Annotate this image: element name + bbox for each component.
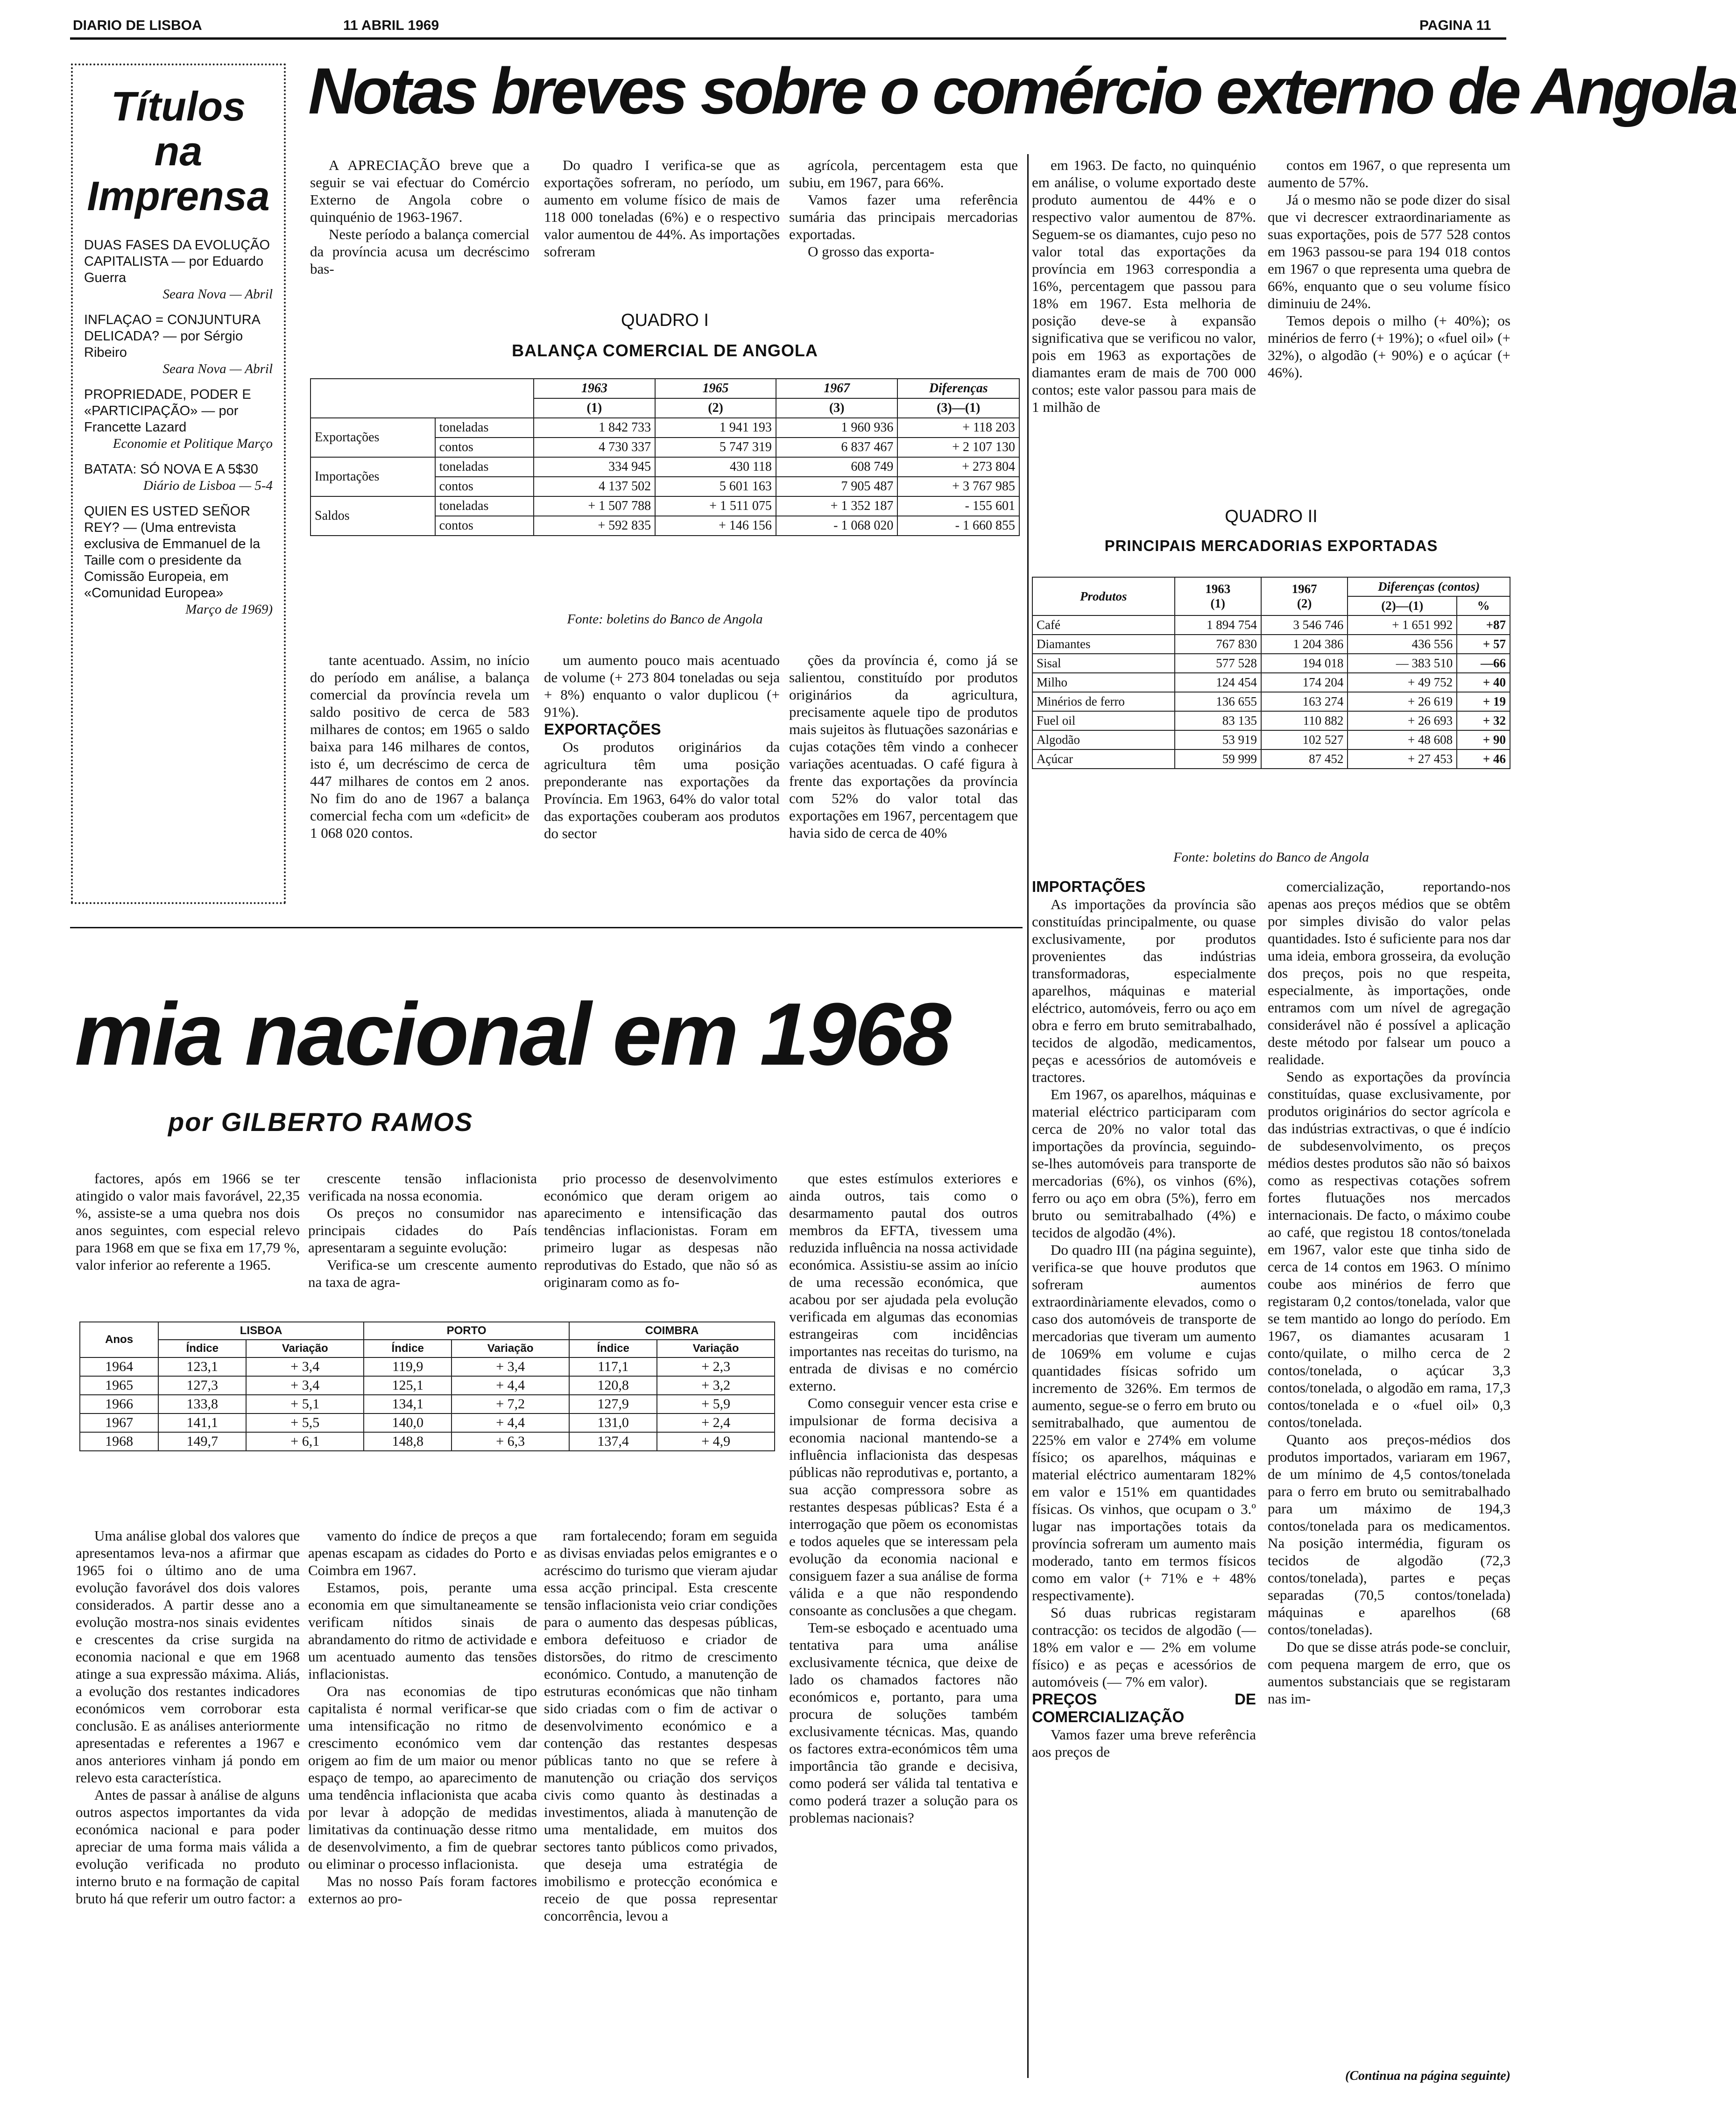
quadro1-cell: 1 941 193 [655,418,776,438]
quadro1-cell: + 273 804 [897,457,1019,477]
quadro2-cell: + 49 752 [1348,673,1457,692]
quadro2-cell: 83 135 [1175,711,1261,730]
quadro2-dif-abs: (2)—(1) [1348,596,1457,615]
quadro1-col-header: 1967 [776,379,898,398]
quadro2-row [1032,654,1510,673]
prices-cell: 149,7 [158,1432,246,1451]
quadro2-1963-label: 1963 [1205,582,1231,596]
ramos-c4-paragraph-1: Como conseguir vencer esta crise e impulsionar de forma decisiva a economia nacional mantendo-se a influência inflacionista das despesas públicas não reprodutivas e, portanto, a sua acção compressora sobre as restantes despesas públicas? Esta é a interrogação que põem os economistas e todos aqueles que se interessam pela evolução da economia nacional e consiguem fazer a sua análise de forma válida e a que não respondendo consoante as conclusões a que chegam. [789,1395,1018,1618]
quadro2-cell: + 19 [1457,692,1510,711]
quadro1-cell: + 2 107 130 [897,438,1019,457]
quadro2-row [1032,692,1510,711]
angola-col5-paragraph-0: contos em 1967, o que representa um aumento de 57%. [1268,157,1510,191]
quadro1-cell: 334 945 [534,457,656,477]
quadro1-cell: + 592 835 [534,516,656,536]
quadro1-unit: contos [435,477,534,496]
quadro2-source: Fonte: boletins do Banco de Angola [1173,850,1369,865]
quadro2-cell: — 383 510 [1348,654,1457,673]
quadro1-unit: contos [435,516,534,536]
prices-cell: 125,1 [364,1376,452,1395]
prices-subheader-row [80,1340,775,1357]
prices-cell: + 2,4 [657,1413,775,1432]
angola-col2 [544,156,780,306]
ramos-b2-paragraph-2: Ora nas economias de tipo capitalista é normal verificar-se que uma intensificação no ritmo de crescimento económico vem dar origem ao fim de um maior ou menor espaço de tempo, ao aparecimento de uma tendência inflacionista que acaba por levar à adopção de medidas limitativas da continuação desse ritmo de desenvolvimento, a fim de quebrar ou eliminar o processo inflacionista. [308,1683,537,1872]
quadro1-col-sub: (3)—(1) [897,398,1019,418]
quadro2-row [1032,711,1510,730]
angola-headline: Notas breves sobre o comércio externo de Angola [308,54,1736,127]
prices-cell: + 2,3 [657,1357,775,1376]
quadro1-cell: 1 960 936 [776,418,898,438]
ramos-b1 [76,1527,300,2078]
sidebar-item-text: PROPRIEDADE, PODER E «PARTICIPAÇÃO» — por Francette Lazard [84,387,251,435]
quadro1-number: QUADRO I [621,311,709,330]
prices-row [80,1432,775,1451]
quadro2-cell: + 1 651 992 [1348,615,1457,635]
angola-col2-paragraph-0: Do quadro I verifica-se que as exportações sofreram, no período, um aumento em volume físico de mais de 118 000 toneladas (6%) e o respectivo valor aumentou de 44%. As importações sofreram [544,157,780,260]
ramos-b2-paragraph-1: Estamos, pois, perante uma economia em que simultaneamente se verificam nítidos sinais de abrandamento do ritmo de actividade e um acentuado aumento das tensões inflacionistas. [308,1579,537,1682]
quadro2-cell: 163 274 [1261,692,1348,711]
quadro2-cell: 124 454 [1175,673,1261,692]
sidebar-item-text: QUIEN ES USTED SEÑOR REY? — (Uma entrevista exclusiva de Emmanuel de la Taille com o presidente da Comissão Europeia, em «Comunidad Europea» [84,504,261,601]
quadro1-header-row [311,379,1019,398]
quadro1-cell: 430 118 [655,457,776,477]
angola-col4b-paragraph-2: Do quadro III (na página seguinte), verifica-se que houve produtos que sofreram aumentos extraordinàriamente elevados, como o caso dos automóveis de transporte de mercadorias que tiveram um aumento de 1069% em volume e cujas quantidades físicas sofrido um incremento de 326%. Em termos de aumento, segue-se o ferro em bruto ou semitrabalhado, que aumentou de 225% em valor e 274% em volume físico; os aparelhos, máquinas e material eléctrico aumentaram 182% em valor e 151% em quantidades físicas. Os vinhos, que ocupam o 3.º lugar nas importações totais da província sofreram um aumento mais moderado, tanto em termos físicos como em valor (+ 71% e + 48% respectivamente). [1032,1242,1256,1604]
quadro2-cell: 577 528 [1175,654,1261,673]
prices-cell: + 3,4 [246,1376,364,1395]
quadro2-cell: 174 204 [1261,673,1348,692]
angola-col1b [310,651,529,913]
ramos-c1-paragraph-0: factores, após em 1966 se ter atingido o valor mais favorável, 22,35 %, assiste-se a uma quebra nos dois anos seguintes, com especial relevo para 1968 em que se fixa em 17,79 %, valor inferior ao referente a 1965. [76,1170,300,1273]
angola-col2b-after-0: Os produtos originários da agricultura têm uma posição preponderante nas exportações da Província. Em 1963, 64% do valor total das exportações couberam aos produtos do sector [544,739,780,841]
prices-cell: 117,1 [569,1357,657,1376]
ramos-byline: por GILBERTO RAMOS [168,1107,473,1137]
prices-cell: + 6,1 [246,1432,364,1451]
prices-cell: 133,8 [158,1395,246,1413]
quadro2-cell: + 26 693 [1348,711,1457,730]
prices-cell: 148,8 [364,1432,452,1451]
ramos-c2-paragraph-2: Verifica-se um crescente aumento na taxa de agra- [308,1257,537,1290]
quadro2-cell: —66 [1457,654,1510,673]
quadro1-cell: 5 601 163 [655,477,776,496]
prices-cell: 134,1 [364,1395,452,1413]
prices-table [79,1322,775,1451]
prices-sub-header: Variação [657,1340,775,1357]
prices-row [80,1376,775,1395]
quadro2-cell: Algodão [1032,730,1175,749]
quadro1-cell: 7 905 487 [776,477,898,496]
angola-col5-paragraph-1: Já o mesmo não se pode dizer do sisal que vi decrescer extraordinariamente as suas exportações, pois de 577 528 contos em 1963 passou-se para 194 018 contos em 1967 o que representa uma quebra de 66%, enquanto que o seu volume físico diminuiu de 24%. [1268,191,1510,311]
ramos-b2 [308,1527,537,2078]
angola-col1-paragraph-1: Neste período a balança comercial da província acusa um decréscimo bas- [310,226,529,277]
angola-col2b [544,651,780,913]
quadro1-group-label: Saldos [311,496,435,536]
angola-col5b-paragraph-1: Sendo as exportações da província constituídas, quase exclusivamente, por produtos originários do sector agrícola e das indústrias extractivas, o que é indício de subdesenvolvimento, os preços médios destes produtos são não só baixos como as respectivas cotações sofrem fortes flutuações nos mercados internacionais. De facto, o máximo coube ao café, que registou 18 contos/tonelada em 1967, valor este que tinha sido de cerca de 14 contos em 1963. O mínimo coube aos minérios de ferro que registaram 0,2 contos/tonelada, valor que se tem mantido ao longo do período. Em 1967, os diamantes acusaram 1 conto/quilate, o milho cerca de 2 contos/tonelada, o açúcar 3,3 contos/tonelada, o algodão em rama, 17,3 contos/tonelada e o «fuel oil» 0,3 contos/tonelada. [1268,1068,1510,1430]
angola-col3-paragraph-1: Vamos fazer uma referência sumária das principais mercadorias exportadas. [789,191,1018,242]
angola-col5b-paragraph-2: Quanto aos preços-médios dos produtos importados, variaram em 1967, de um mínimo de 4,5 contos/tonelada para o ferro em bruto ou semitrabalhado para um máximo de 194,3 contos/tonelada para os medicamentos. Na posição intermédia, figuram os tecidos de algodão (72,3 contos/tonelada), partes e peças separadas (70,5 contos/tonelada) máquinas e aparelhos (68 contos/toneladas). [1268,1431,1510,1638]
quadro1-corner [311,379,534,418]
quadro1-row [311,496,1019,516]
sidebar-item-source: Seara Nova — Abril [162,287,273,302]
quadro1-unit: contos [435,438,534,457]
quadro2-cell: Açúcar [1032,749,1175,769]
quadro1-source: Fonte: boletins do Banco de Angola [567,612,763,627]
angola-col4b [1032,878,1256,2064]
prices-sub-header: Índice [569,1340,657,1357]
angola-col4b-paragraph-0: As importações da província são constituídas principalmente, ou quase exclusivamente, por produtos provenientes das indústrias transformadoras, especialmente aparelhos, máquinas e material eléctrico, automóveis, ferro ou aço em obra e ferro em bruto semitrabalhado, tecidos de algodão, medicamentos, peças e acessórios de automóveis e tractores. [1032,896,1256,1085]
angola-col5b [1268,878,1510,2064]
prices-sub-header: Índice [364,1340,452,1357]
angola-col1-paragraph-0: A APRECIAÇÃO breve que a seguir se vai efectuar do Comércio Externo de Angola cobre o quinquénio de 1963-1967. [310,157,529,225]
quadro1-col-header: Diferenças [897,379,1019,398]
quadro2-cell: 436 556 [1348,635,1457,654]
quadro2-1963-header [1175,577,1261,615]
sidebar-box [71,64,286,904]
sidebar-title: Títulos na Imprensa [87,83,270,219]
quadro2-cell: 53 919 [1175,730,1261,749]
issue-date: 11 ABRIL 1969 [343,18,439,33]
quadro2-cell: Fuel oil [1032,711,1175,730]
quadro1-unit: toneladas [435,457,534,477]
quadro1-col-header: 1965 [655,379,776,398]
angola-col5b-paragraph-0: comercialização, reportando-nos apenas aos preços médios que se obtêm por simples divisão do valor pelas quantidades. Isto é suficiente para nos dar uma ideia, embora grosseira, da evolução dos preços, pois no que respeita, especialmente, às importações, onde entramos com um nível de agregação considerável não é possível a aplicação deste método por falsear um pouco a realidade. [1268,878,1510,1067]
prices-cell: + 3,4 [452,1357,569,1376]
angola-col4b-paragraph-3: Só duas rubricas registaram contracção: os tecidos de algodão (— 18% em valor e — 2% em volume físico) e as peças e acessórios de automóveis (— 7% em valor). [1032,1604,1256,1690]
prices-cell: + 5,1 [246,1395,364,1413]
quadro1-group-label: Exportações [311,418,435,457]
angola-col1 [310,156,529,306]
quadro1-cell: 6 837 467 [776,438,898,457]
quadro2-dif-header: Diferenças (contos) [1348,577,1510,596]
sidebar-item [84,312,273,377]
quadro1-cell: + 1 352 187 [776,496,898,516]
quadro2-cell: + 32 [1457,711,1510,730]
quadro1-col-header: 1963 [534,379,656,398]
angola-col3b [789,651,1018,913]
quadro2-cell: 1 894 754 [1175,615,1261,635]
ramos-c2-paragraph-1: Os preços no consumidor nas principais cidades do País apresentaram a seguinte evolução: [308,1205,537,1256]
quadro1-unit: toneladas [435,418,534,438]
quadro1-row [311,457,1019,477]
quadro1-group-label: Importações [311,457,435,496]
quadro2-cell: + 48 608 [1348,730,1457,749]
quadro1-cell: 4 137 502 [534,477,656,496]
exportacoes-subhead: EXPORTAÇÕES [544,721,661,738]
prices-cell: 137,4 [569,1432,657,1451]
quadro2-dif-pct: % [1457,596,1510,615]
page-number: PAGINA 11 [1419,18,1491,33]
ramos-b3-paragraph-0: ram fortalecendo; foram em seguida as divisas enviadas pelos emigrantes e o acréscimo do turismo que vieram ajudar essa acção principal. Esta crescente tensão inflacionista veio criar condições para o aumento das despesas públicas, embora defeituoso e criador de distorsões, do ritmo de crescimento económico. Contudo, a manutenção de estruturas económicas que não tinham sido criadas com o fim de activar o desenvolvimento económico e a contenção das restantes despesas públicas tanto no que se refere à manutenção ou criação dos serviços civis como quanto às destinadas a investimentos, aliada à manutenção de uma mentalidade, em muitos dos sectores tanto públicos como privados, que deseja uma estratégia de imobilismo e protecção económica e receio de que possa representar concorrência, levou a [544,1527,777,1924]
prices-cell: + 5,5 [246,1413,364,1432]
quadro2-cell: + 40 [1457,673,1510,692]
column-rule [1027,154,1029,892]
quadro1-unit: toneladas [435,496,534,516]
angola-col1b-paragraph-0: tante acentuado. Assim, no início do período em análise, a balança comercial da província revela um saldo positivo de cerca de 583 milhares de contos; em 1965 o saldo baixa para 146 milhares de contos, isto é, um decréscimo de cerca de 447 milhares de contos em 2 anos. No fim do ano de 1967 a balança comercial fecha com um «deficit» de 1 068 020 contos. [310,652,529,841]
quadro2-cell: 102 527 [1261,730,1348,749]
quadro2-cell: +87 [1457,615,1510,635]
prices-header-row [80,1322,775,1340]
quadro2-cell: + 27 453 [1348,749,1457,769]
angola-col3b-paragraph-0: ções da província é, como já se salientou, constituído por produtos originários da agricultura, precisamente aquele tipo de produtos mais sujeitos às flutuações sazonárias e cujas cotações têm vindo a conhecer variações acentuadas. O café figura à frente das exportações da província com 52% do valor total das exportações em 1967, percentagem que havia sido de cerca de 40% [789,652,1018,841]
prices-cell: 1966 [80,1395,158,1413]
quadro1-cell: 4 730 337 [534,438,656,457]
prices-cell: 1967 [80,1413,158,1432]
quadro2-cell: 87 452 [1261,749,1348,769]
quadro1-cell: 5 747 319 [655,438,776,457]
prices-row [80,1413,775,1432]
prices-city-header: COIMBRA [569,1322,775,1340]
quadro1-cell: + 3 767 985 [897,477,1019,496]
quadro1-cell: + 118 203 [897,418,1019,438]
ramos-c3 [544,1170,777,1310]
quadro1-col-sub: (3) [776,398,898,418]
quadro1-row [311,418,1019,438]
quadro2-1967-label: 1967 [1291,582,1317,596]
quadro2-row [1032,730,1510,749]
prices-cell: 119,9 [364,1357,452,1376]
prices-cell: 120,8 [569,1376,657,1395]
quadro2-cell: 59 999 [1175,749,1261,769]
angola-col3-paragraph-2: O grosso das exporta- [808,243,935,260]
sidebar-item-source: Diário de Lisboa — 5-4 [143,478,273,493]
quadro1-cell: 608 749 [776,457,898,477]
prices-cell: + 7,2 [452,1395,569,1413]
sidebar-item [84,387,273,452]
prices-cell: 1965 [80,1376,158,1395]
header-rule [70,37,1506,40]
quadro2-row [1032,635,1510,654]
angola-col2b-paragraph-0: um aumento pouco mais acentuado de volume (+ 273 804 toneladas ou seja + 8%) enquanto o valor duplicou (+ 91%). [544,652,780,720]
ramos-c4-paragraph-2: Tem-se esboçado e acentuado uma tentativa para uma análise exclusivamente técnica, que deixe de lado os chamados factores não económicos e, portanto, para uma procura de soluções também exclusivamente técnicas. Mas, quando os factores extra-económicos têm uma importância tão grande e decisiva, como poderá ser válida tal tentativa e como poderá trazer a solução para os problemas nacionais? [789,1619,1018,1826]
angola-col5 [1268,156,1510,502]
quadro2-cell: Café [1032,615,1175,635]
prices-row [80,1395,775,1413]
sidebar-item-source: Seara Nova — Abril [162,361,273,376]
angola-col4-paragraph-0: em 1963. De facto, no quinquénio em análise, o volume exportado deste produto aumentou de 44% e o respectivo valor aumentou de 87%. Seguem-se os diamantes, cujo peso no valor total das exportações da província em 1963 correspondia a 16%, percentagem que passou para 18% em 1967. Esta melhoria de posição deve-se à expansão significativa que se verificou no valor, pois em 1963 as exportações de diamantes eram de mais de 700 000 contos; este valor passou para mais de 1 milhão de [1032,157,1256,415]
quadro2-header-row [1032,577,1510,596]
quadro1-table [310,378,1020,536]
quadro2-cell: Minérios de ferro [1032,692,1175,711]
quadro2-number: QUADRO II [1225,507,1318,526]
prices-cell: + 4,4 [452,1376,569,1395]
prices-cell: 131,0 [569,1413,657,1432]
quadro2-cell: + 46 [1457,749,1510,769]
ramos-b2-paragraph-3: Mas no nosso País foram factores externos ao pro- [308,1873,537,1907]
prices-cell: 127,9 [569,1395,657,1413]
sidebar-items [84,237,273,618]
quadro1-cell: - 1 068 020 [776,516,898,536]
quadro2-1967-sub: (2) [1297,596,1312,610]
ramos-c2-paragraph-0: crescente tensão inflacionista verificada na nossa economia. [308,1170,537,1204]
ramos-headline: mia nacional em 1968 [75,985,950,1084]
ramos-b1-paragraph-0: Uma análise global dos valores que apresentamos leva-nos a afirmar que 1965 foi o último ano de uma evolução favorável dos dois valores considerados. A partir desse ano a evolução mostra-nos sinais evidentes e crescentes da crise surgida na economia nacional e que em 1968 atinge a sua expressão máxima. Aliás, a evolução dos restantes indicadores económicos vem corroborar esta conclusão. E as análises anteriormente apresentadas e referentes a 1967 e anos anteriores vinham já pondo em relevo esta característica. [76,1527,300,1786]
angola-col5b-paragraph-3: Do que se disse atrás pode-se concluir, com pequena margem de erro, que os aumentos substanciais que se registaram nas im- [1268,1639,1510,1707]
quadro2-cell: Milho [1032,673,1175,692]
quadro2-cell: 767 830 [1175,635,1261,654]
ramos-b1-paragraph-1: Antes de passar à análise de alguns outros aspectos importantes da vida económica nacional e para poder apreciar de uma forma mais válida a evolução verificada no produto interno bruto e na formação de capital bruto há que referir um outro factor: a [76,1787,300,1907]
quadro1-cell: + 1 511 075 [655,496,776,516]
quadro2-cell: + 26 619 [1348,692,1457,711]
quadro2-cell: + 57 [1457,635,1510,654]
quadro2-row [1032,749,1510,769]
prices-sub-header: Índice [158,1340,246,1357]
prices-row [80,1357,775,1376]
newspaper-name: DIARIO DE LISBOA [73,18,202,33]
angola-col4c-paragraph-0: Vamos fazer uma breve referência aos preços de [1032,1726,1256,1760]
sidebar-item [84,237,273,303]
quadro2-cell: 136 655 [1175,692,1261,711]
quadro2-cell: 194 018 [1261,654,1348,673]
sidebar-item-text: INFLAÇAO = CONJUNTURA DELICADA? — por Sérgio Ribeiro [84,312,260,360]
quadro2-title: PRINCIPAIS MERCADORIAS EXPORTADAS [1104,537,1438,554]
angola-col3-paragraph-0: agrícola, percentagem esta que subiu, em 1967, para 66%. [789,157,1018,191]
prices-city-header: PORTO [364,1322,569,1340]
quadro2-table [1032,577,1510,769]
prices-cell: + 5,9 [657,1395,775,1413]
prices-cell: 140,0 [364,1413,452,1432]
sidebar-item-text: BATATA: SÓ NOVA E A 5$30 [84,462,258,477]
quadro2-cell: Sisal [1032,654,1175,673]
quadro1-cell: - 1 660 855 [897,516,1019,536]
sidebar-item-source: Economie et Politique Março [113,436,273,451]
prices-sub-header: Variação [246,1340,364,1357]
importacoes-subhead: IMPORTAÇÕES [1032,878,1146,895]
sidebar-item [84,461,273,494]
section-rule [70,927,1023,928]
angola-col4 [1032,156,1256,502]
prices-cell: 1964 [80,1357,158,1376]
quadro1-title: BALANÇA COMERCIAL DE ANGOLA [512,341,818,360]
quadro1-col-sub: (1) [534,398,656,418]
prices-cell: + 4,4 [452,1413,569,1432]
sidebar-item-source: Março de 1969) [185,602,273,617]
continued-note: (Continua na página seguinte) [1345,2069,1510,2083]
prices-cell: 123,1 [158,1357,246,1376]
ramos-c4 [789,1170,1018,2076]
quadro2-cell: Diamantes [1032,635,1175,654]
ramos-c3-paragraph-0: prio processo de desenvolvimento económico que deram origem ao aparecimento e intensificação das tendências inflacionistas. Foram em primeiro lugar as despesas não reprodutivas do Estado, que não só as originaram como as fo- [544,1170,777,1290]
ramos-b2-paragraph-0: vamento do índice de preços a que apenas escapam as cidades do Porto e Coimbra em 1967. [308,1527,537,1578]
quadro2-row [1032,615,1510,635]
quadro2-cell: + 90 [1457,730,1510,749]
quadro2-cell: 3 546 746 [1261,615,1348,635]
quadro2-cell: 1 204 386 [1261,635,1348,654]
quadro1-cell: 1 842 733 [534,418,656,438]
sidebar-item-text: DUAS FASES DA EVOLUÇÃO CAPITALISTA — por Eduardo Guerra [84,238,270,285]
quadro2-products-header: Produtos [1032,577,1175,615]
prices-years-header: Anos [80,1322,158,1357]
angola-col5-paragraph-2: Temos depois o milho (+ 40%); os minérios de ferro (+ 19%); o «fuel oil» (+ 32%), o algodão (+ 90%) e o açúcar (+ 46%). [1268,312,1510,381]
quadro1-cell: - 155 601 [897,496,1019,516]
quadro2-cell: 110 882 [1261,711,1348,730]
prices-sub-header: Variação [452,1340,569,1357]
prices-cell: + 3,4 [246,1357,364,1376]
column-rule-lower [1027,873,1029,2078]
quadro1-col-sub: (2) [655,398,776,418]
prices-cell: 1968 [80,1432,158,1451]
quadro2-1963-sub: (1) [1210,596,1225,610]
prices-cell: 141,1 [158,1413,246,1432]
prices-city-header: LISBOA [158,1322,364,1340]
precos-subhead: PREÇOS DE COMERCIALIZAÇÃO [1032,1690,1256,1725]
angola-col4b-paragraph-1: Em 1967, os aparelhos, máquinas e material eléctrico participaram com cerca de 20% no valor total das importações da província, seguindo-se-lhes automóveis para transporte de mercadorias (6%), os vinhos (6%), ferro ou aço em obra (5%), ferro em bruto ou semitrabalhado (4%) e tecidos de algodão (4%). [1032,1086,1256,1241]
quadro1-cell: + 1 507 788 [534,496,656,516]
prices-cell: + 4,9 [657,1432,775,1451]
angola-col3 [789,156,1018,306]
ramos-b3 [544,1527,777,2078]
quadro2-row [1032,673,1510,692]
prices-cell: + 6,3 [452,1432,569,1451]
ramos-c4-paragraph-0: que estes estímulos exteriores e ainda outros, tais como o desarmamento pautal dos outros membros da EFTA, tivessem uma reduzida influência na nossa actividade económica. Assistiu-se assim ao início de uma recessão económica, que acabou por ser ajudada pela evolução verificada em algumas das economias estrangeiras com incidências importantes nas receitas do turismo, na entrada de divisas e no comércio externo. [789,1170,1018,1394]
quadro2-1967-header [1261,577,1348,615]
prices-cell: 127,3 [158,1376,246,1395]
prices-cell: + 3,2 [657,1376,775,1395]
sidebar-item [84,503,273,618]
quadro1-cell: + 146 156 [655,516,776,536]
